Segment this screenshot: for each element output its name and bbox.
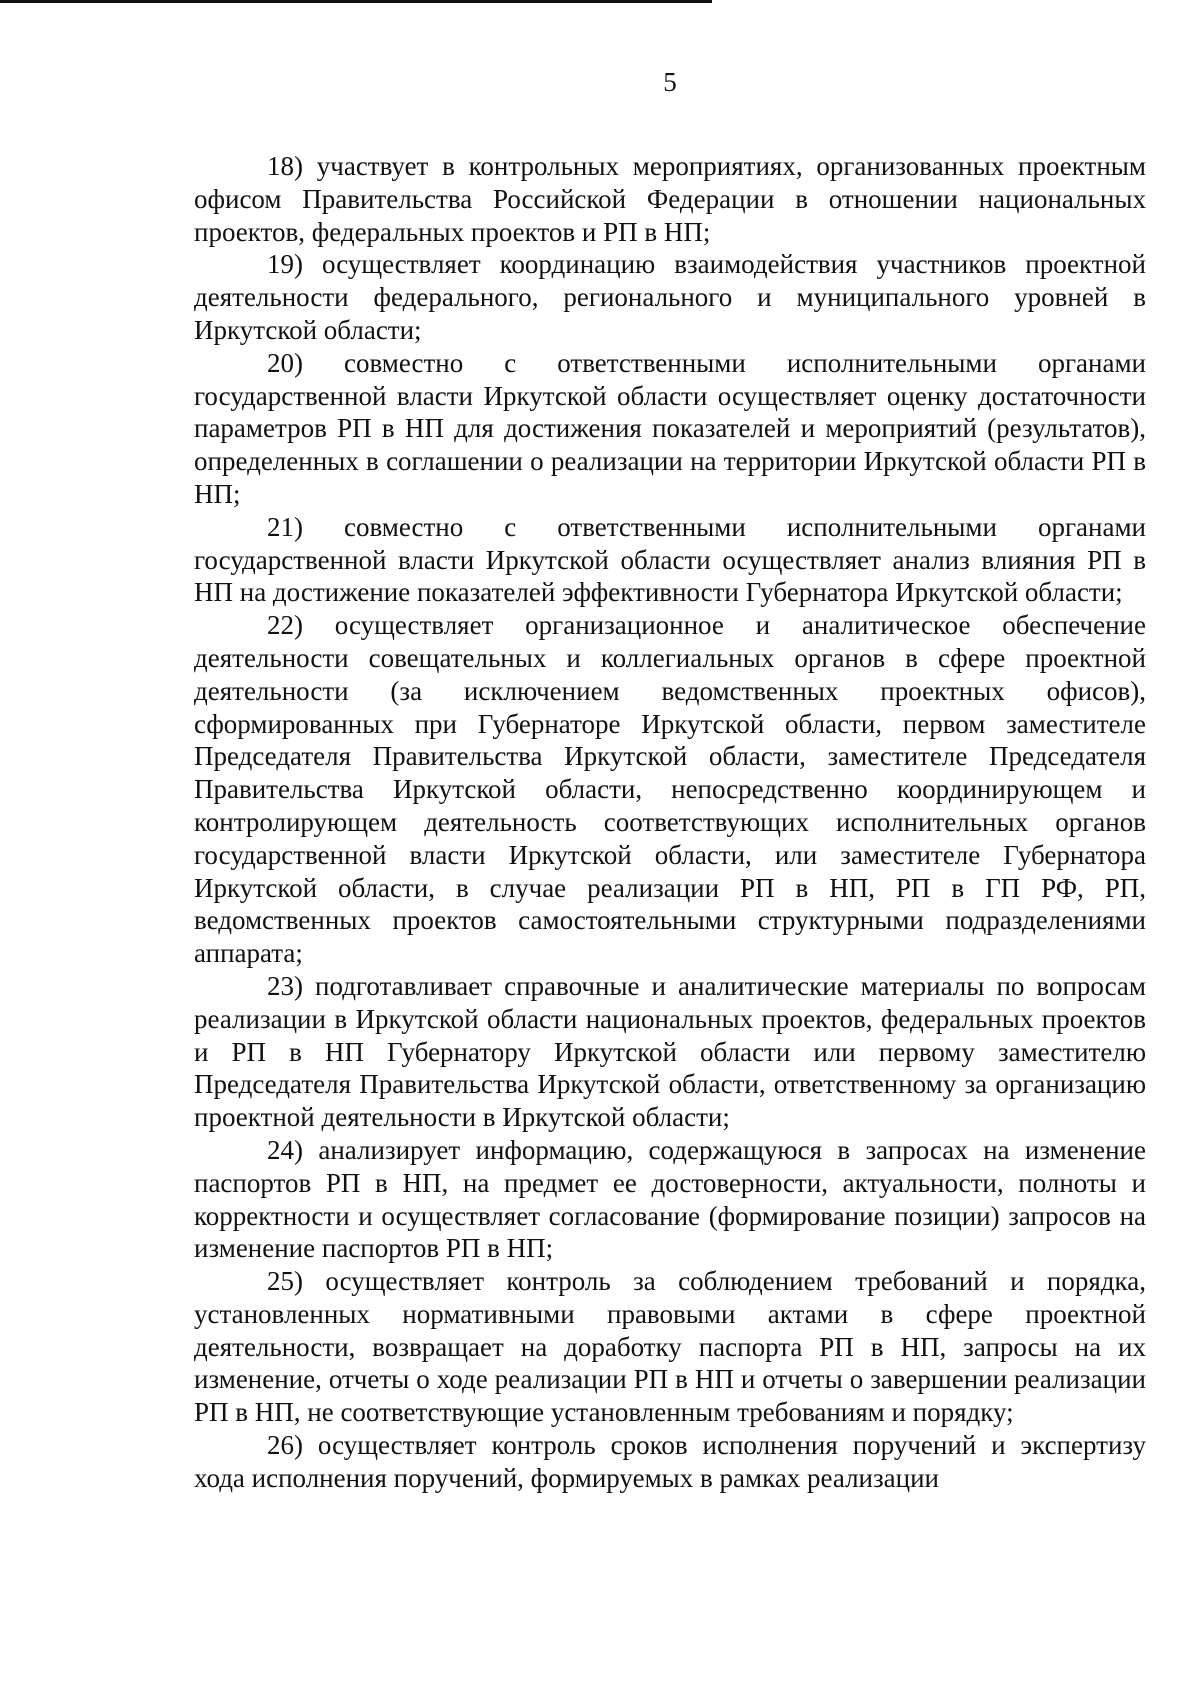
document-body: [194, 150, 1146, 1495]
list-item-22: 22) осуществляет организационное и аналитическое обеспечение деятельности совещательных и коллегиальных органов в сфере проектной деятельности (за исключением ведомственных проектных офисов), сформированных при Губернаторе Иркутской области, первом заместителе Председателя Правительства Иркутской области, заместителе Председателя Правительства Иркутской области, непосредственно координирующем и контролирующем деятельность соответствующих исполнительных органов государственной власти Иркутской области, или заместителе Губернатора Иркутской области, в случае реализации РП в НП, РП в ГП РФ, РП, ведомственных проектов самостоятельными структурными подразделениями аппарата;: [194, 610, 1146, 969]
list-item-20: 20) совместно с ответственными исполнительными органами государственной власти Иркутской области осуществляет оценку достаточности параметров РП в НП для достижения показателей и мероприятий (результатов), определенных в соглашении о реализации на территории Иркутской области РП в НП;: [194, 347, 1146, 509]
list-item-24: 24) анализирует информацию, содержащуюся в запросах на изменение паспортов РП в НП, на предмет ее достоверности, актуальности, полноты и корректности и осуществляет согласование (формирование позиции) запросов на изменение паспортов РП в НП;: [194, 1134, 1146, 1264]
list-item-21: 21) совместно с ответственными исполнительными органами государственной власти Иркутской области осуществляет анализ влияния РП в НП на достижение показателей эффективности Губернатора Иркутской области;: [194, 511, 1146, 608]
list-item-25: 25) осуществляет контроль за соблюдением требований и порядка, установленных нормативными правовыми актами в сфере проектной деятельности, возвращает на доработку паспорта РП в НП, запросы на их изменение, отчеты о ходе реализации РП в НП и отчеты о завершении реализации РП в НП, не соответствующие установленным требованиям и порядку;: [194, 1266, 1146, 1428]
top-rule: [0, 0, 712, 3]
page-number: 5: [663, 67, 677, 97]
list-item-26: 26) осуществляет контроль сроков исполнения поручений и экспертизу хода исполнения поручений, формируемых в рамках реализации: [194, 1430, 1146, 1493]
list-item-19: 19) осуществляет координацию взаимодействия участников проектной деятельности федерального, регионального и муниципального уровней в Иркутской области;: [194, 249, 1146, 345]
list-item-18: 18) участвует в контрольных мероприятиях, организованных проектным офисом Правительства Российской Федерации в отношении национальных проектов, федеральных проектов и РП в НП;: [194, 151, 1146, 247]
list-item-23: 23) подготавливает справочные и аналитические материалы по вопросам реализации в Иркутской области национальных проектов, федеральных проектов и РП в НП Губернатору Иркутской области или первому заместителю Председателя Правительства Иркутской области, ответственному за организацию проектной деятельности в Иркутской области;: [194, 970, 1146, 1133]
